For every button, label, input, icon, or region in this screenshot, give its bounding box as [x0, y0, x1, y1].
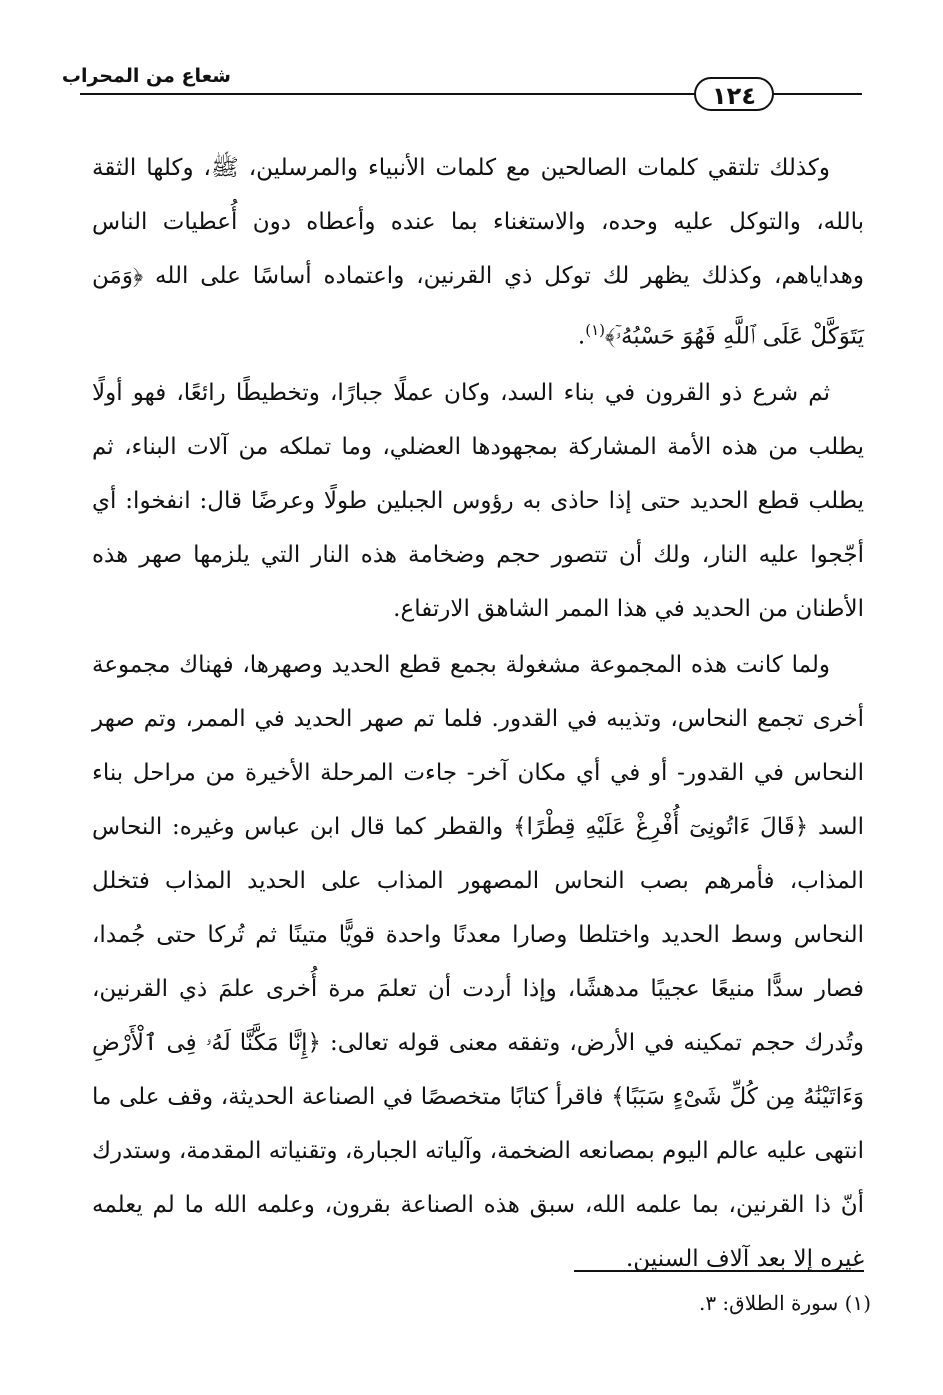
footnote: (١) سورة الطلاق: ٣.	[698, 1291, 871, 1315]
quran-verse: ﴿قَالَ ءَاتُونِىٓ أُفْرِغْ عَلَيْهِ قِطْرًا﴾	[513, 813, 809, 840]
paragraph-1	[92, 141, 864, 364]
footnote-marker: (١)	[585, 321, 605, 339]
quran-verse: ﴿إِنَّا مَكَّنَّا لَهُۥ فِى ٱلْأَرْضِ وَءَاتَيْنَٰهُ مِن كُلِّ شَىْءٍ سَبَبًا﴾	[92, 1029, 864, 1110]
paragraph-text: .	[577, 323, 586, 350]
paragraph-3	[92, 638, 864, 1286]
paragraph-text: فاقرأ كتابًا متخصصًا في الصناعة الحديثة، وقف على ما انتهى عليه عالم اليوم بمصانعه الضخمة، وآلياته الجبارة، وتقنياته المقدمة، وستدرك أنّ ذا القرنين، بما علمه الله، سبق هذه الصناعة بقرون، وعلمه الله ما لم يعلمه غيره إلا بعد آلاف السنين.	[92, 1083, 864, 1272]
header-rule	[774, 93, 862, 95]
paragraph-text: ولما كانت هذه المجموعة مشغولة بجمع قطع الحديد وصهرها، فهناك مجموعة أخرى تجمع النحاس، وتذيبه في القدور. فلما تم صهر الحديد في الممر، وتم صهر النحاس في القدور- أو في أي مكان آخر- جاءت المرحلة الأخيرة من مراحل بناء السد	[92, 651, 864, 840]
paragraph-text: والقطر كما قال ابن عباس وغيره: النحاس المذاب، فأمرهم بصب النحاس المصهور المذاب على الحديد المذاب فتخلل النحاس وسط الحديد واختلطا وصارا معدنًا واحدة قويًّا متينًا ثم تُركا حتى جُمدا، فصار سدًّا منيعًا عجيبًا مدهشًا، وإذا أردت أن تعلمَ مرة أُخرى علمَ ذي القرنين، وتُدرك حجم تمكينه في الأرض، وتفقه معنى قوله تعالى:	[92, 813, 864, 1056]
paragraph-2: ثم شرع ذو القرون في بناء السد، وكان عملًا جبارًا، وتخطيطًا رائعًا، فهو أولًا يطلب من هذه الأمة المشاركة بمجهودها العضلي، وما تملكه من آلات البناء، ثم يطلب قطع الحديد حتى إذا حاذى به رؤوس الجبلين طولًا وعرضًا قال: انفخوا: أي أجّجوا عليه النار، ولك أن تتصور حجم وضخامة هذه النار التي يلزمها صهر هذه الأطنان من الحديد في هذا الممر الشاهق الارتفاع.	[92, 379, 864, 622]
page-number: ١٢٤	[694, 77, 774, 111]
footnote-rule	[574, 1270, 864, 1272]
running-title: شعاع من المحراب	[61, 65, 231, 87]
paragraph-text: وكذلك تلتقي كلمات الصالحين مع كلمات الأنبياء والمرسلين، ﷺ، وكلها الثقة بالله، والتوكل عليه وحده، والاستغناء بما عنده وأعطاه دون أُعطيات الناس وهداياهم، وكذلك يظهر لك توكل ذي القرنين، واعتماده أساسًا على الله	[92, 155, 864, 289]
body-text	[92, 141, 864, 1286]
header-rule	[80, 93, 696, 95]
quran-verse: ﴿وَمَن يَتَوَكَّلْ عَلَى ٱللَّهِ فَهُوَ حَسْبُهُۥٓ﴾	[92, 263, 864, 350]
